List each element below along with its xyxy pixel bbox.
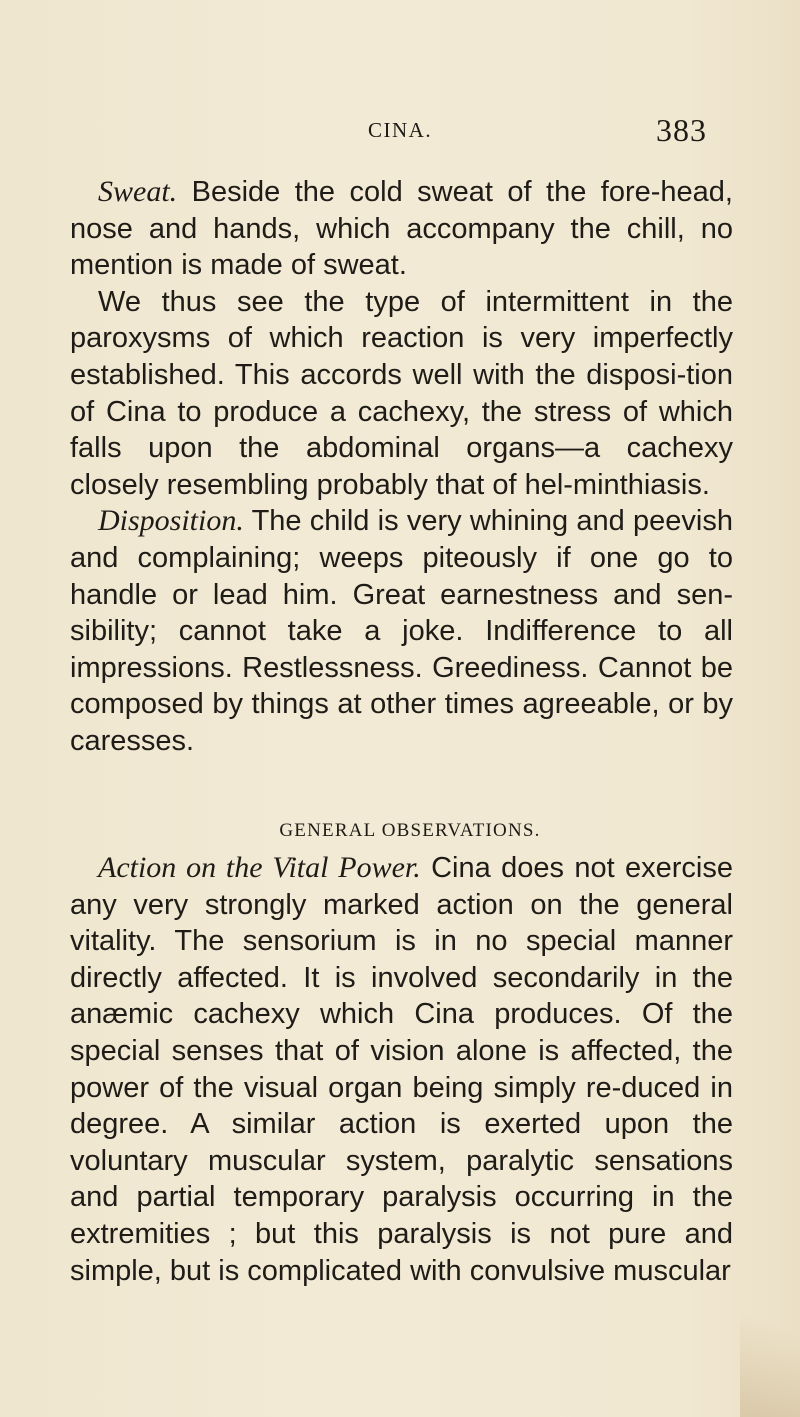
paragraph-text-vital-power: Cina does not exercise any very strongly marked action on the general vitality. The sensorium is in no special manner directly affected. It is involved secondarily in the anæmic cachexy which Cina produces. Of the special senses that of vision alone is affected, the power of the visual organ being simply re-duced in degree. A similar action is exerted upon the voluntary muscular system, paralytic sensations and partial temporary paralysis occurring in the extremities ; but this paralysis is not pure and simple, but is complicated with convulsive muscular (70, 852, 733, 1287)
paragraph-text-intermittent: We thus see the type of intermittent in the paroxysms of which reaction is very imperfectly established. This accords well with the disposi-tion of Cina to produce a cachexy, the stress of which falls upon the abdominal organs—a cachexy closely resembling probably that of hel-minthiasis. (70, 285, 733, 501)
paragraph-text-disposition: The child is very whining and peevish and complaining; weeps piteously if one go to handle or lead him. Great earnestness and sen-sibility; cannot take a joke. Indifference to all impressions. Restlessness. Greediness. Cannot be composed by things at other times agreeable, or by caresses. (70, 505, 733, 757)
paragraph-vital-power (70, 850, 733, 1289)
page-number: 383 (656, 112, 707, 148)
paragraph-intermittent (70, 284, 733, 504)
paragraph-text-sweat: Beside the cold sweat of the fore-head, nose and hands, which accompany the chill, no mention is made of sweat. (70, 176, 733, 282)
paragraph-lead-disposition: Disposition. (98, 504, 244, 538)
page-header (0, 112, 800, 152)
page-corner-shadow (740, 1287, 800, 1417)
paragraph-sweat (70, 174, 733, 284)
text-block-observations (70, 850, 733, 1289)
paragraph-lead-vital-power: Action on the Vital Power. (98, 851, 421, 884)
section-heading: GENERAL OBSERVATIONS. (279, 820, 541, 841)
text-block-symptoms (70, 174, 733, 760)
paragraph-lead-sweat: Sweat. (98, 175, 178, 208)
paragraph-disposition (70, 503, 733, 759)
running-head: CINA. (368, 118, 433, 142)
